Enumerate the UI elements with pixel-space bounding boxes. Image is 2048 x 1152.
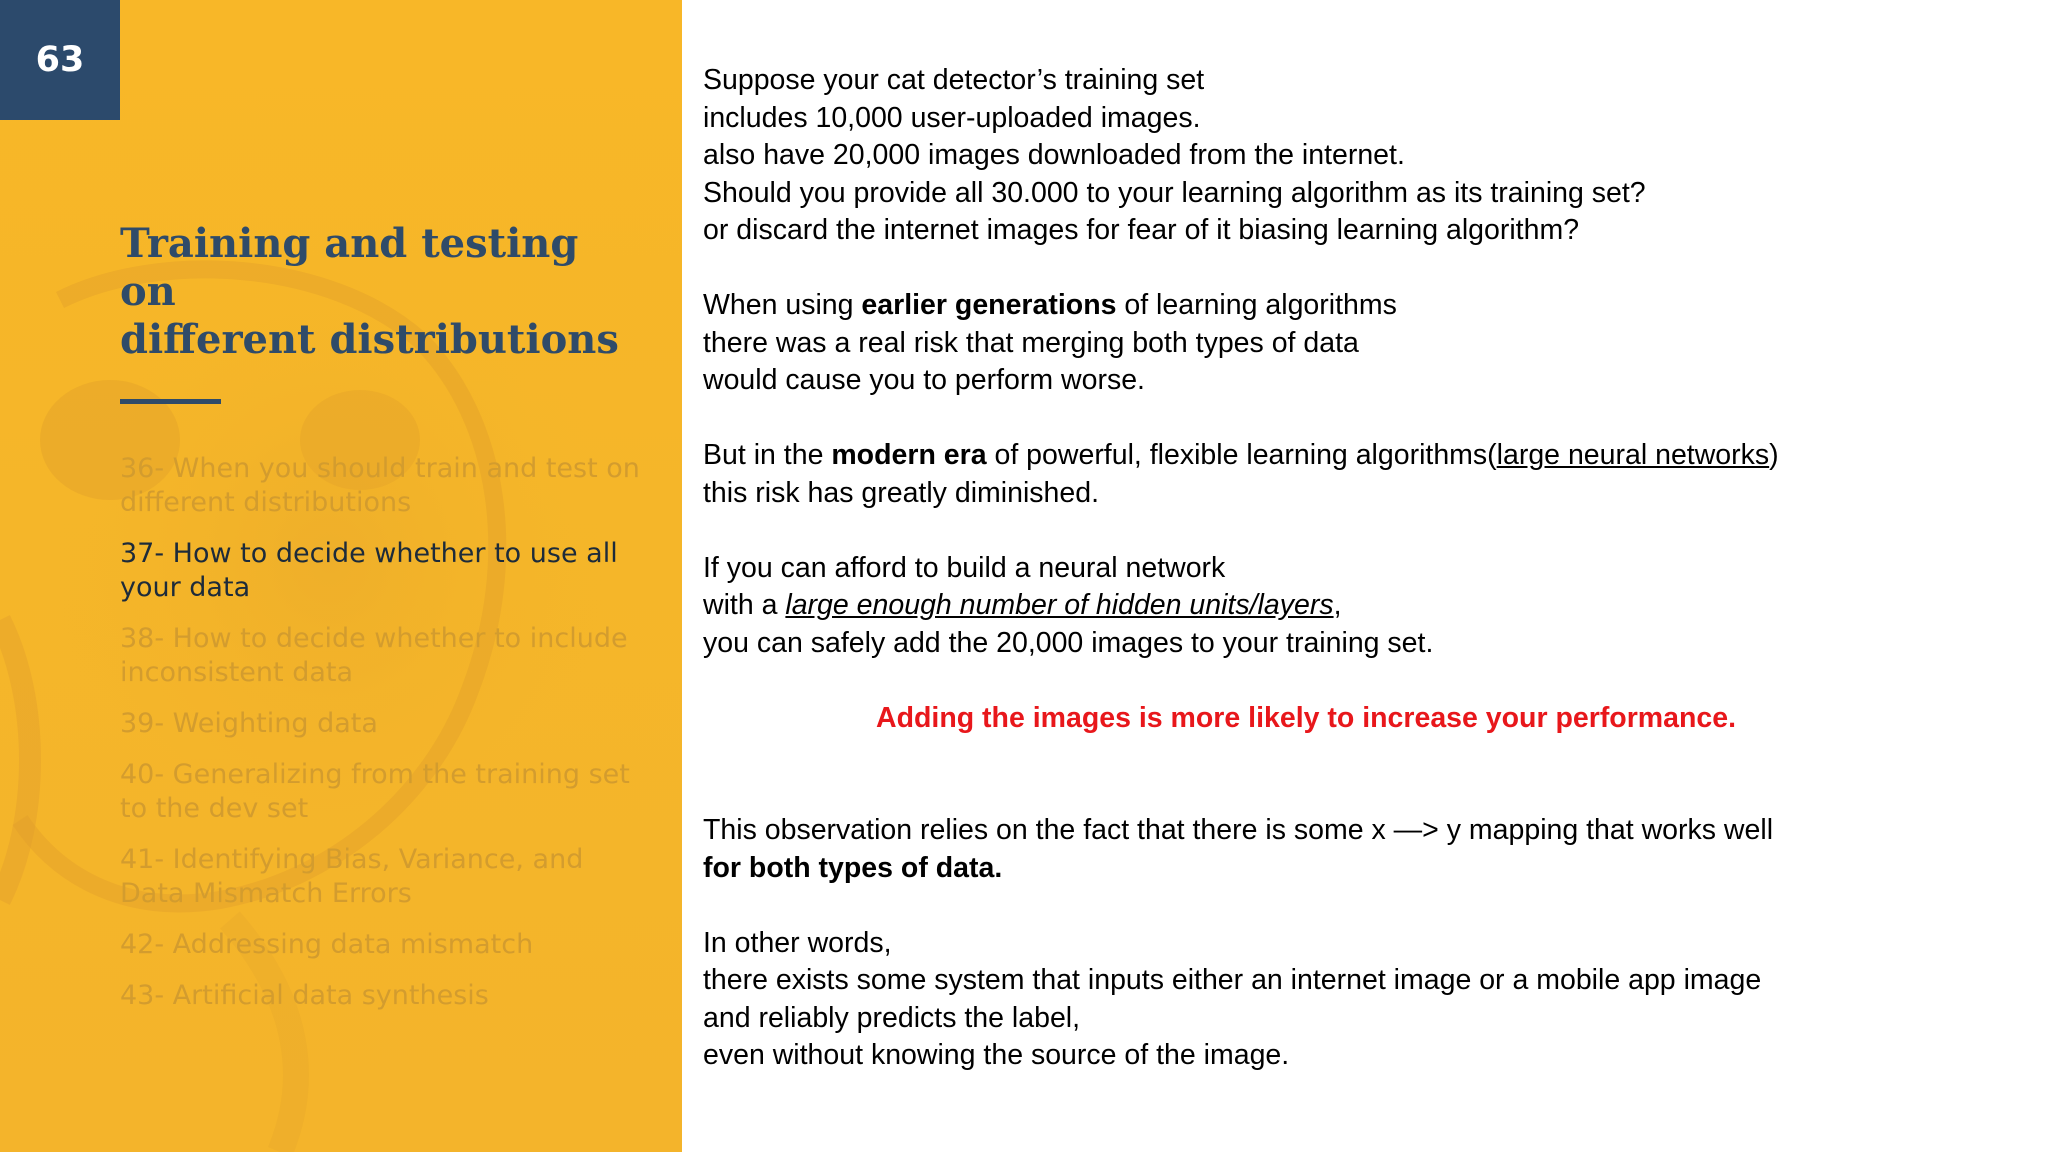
text-run: But in the bbox=[703, 439, 832, 471]
chapter-item: 43- Artificial data synthesis bbox=[120, 980, 489, 1011]
chapter-item: 36- When you should train and test on different distributions bbox=[120, 453, 640, 518]
text-line: Should you provide all 30.000 to your learning algorithm as its training set? bbox=[703, 176, 1646, 209]
paragraph-neural-network bbox=[703, 550, 2023, 663]
text-line: This observation relies on the fact that there is some x —> y mapping that works well bbox=[703, 814, 1774, 846]
slide-title bbox=[120, 220, 640, 364]
text-line: would cause you to perform worse. bbox=[703, 364, 1145, 396]
text-line: In other words, bbox=[703, 926, 892, 959]
chapter-item-current: 37- How to decide whether to use all your data bbox=[120, 538, 618, 603]
paragraph-observation bbox=[703, 812, 2023, 887]
paragraph-modern-era bbox=[703, 437, 2023, 512]
text-line bbox=[703, 587, 2023, 625]
left-panel bbox=[0, 0, 682, 1152]
chapter-item: 41- Identifying Bias, Variance, and Data Mismatch Errors bbox=[120, 844, 584, 909]
bold-text: earlier generations bbox=[861, 289, 1117, 321]
text-line: also have 20,000 images downloaded from the internet. bbox=[703, 139, 1405, 171]
slide-body bbox=[703, 62, 2023, 1112]
slide-title-line: Training and testing bbox=[120, 220, 579, 267]
text-run: , bbox=[1333, 589, 1342, 621]
text-line: you can safely add the 20,000 images to your training set. bbox=[703, 626, 1434, 659]
text-line bbox=[703, 287, 2023, 325]
page-number-badge bbox=[0, 0, 120, 120]
underlined-text: large neural networks bbox=[1496, 439, 1770, 471]
underlined-italic-text: large enough number of hidden units/layers bbox=[785, 589, 1334, 621]
page-number: 63 bbox=[35, 40, 85, 80]
highlight-statement: Adding the images is more likely to increase your performance. bbox=[876, 701, 1737, 734]
paragraph-in-other-words bbox=[703, 925, 2023, 1075]
chapter-item: 40- Generalizing from the training set to the dev set bbox=[120, 759, 630, 824]
text-run: with a bbox=[703, 589, 786, 621]
text-run: of powerful, flexible learning algorithms( bbox=[986, 439, 1497, 471]
title-divider bbox=[120, 399, 221, 404]
text-line: Suppose your cat detector’s training set bbox=[703, 64, 1205, 96]
bold-text: modern era bbox=[831, 439, 987, 471]
text-line: or discard the internet images for fear of it biasing learning algorithm? bbox=[703, 214, 1580, 246]
text-line: and reliably predicts the label, bbox=[703, 1001, 1081, 1034]
text-line: there was a real risk that merging both types of data bbox=[703, 326, 1359, 359]
text-line: even without knowing the source of the image. bbox=[703, 1039, 1290, 1071]
text-line: this risk has greatly diminished. bbox=[703, 476, 1099, 509]
slide-title-line: on bbox=[120, 268, 176, 315]
text-line: If you can afford to build a neural network bbox=[703, 551, 1226, 584]
bold-text: for both types of data. bbox=[703, 851, 1003, 884]
text-line: includes 10,000 user-uploaded images. bbox=[703, 101, 1201, 134]
slide-title-line: different distributions bbox=[120, 316, 619, 363]
chapter-item: 39- Weighting data bbox=[120, 708, 378, 739]
paragraph-training-set bbox=[703, 62, 2023, 250]
text-run: of learning algorithms bbox=[1116, 289, 1397, 321]
text-line bbox=[703, 437, 2023, 475]
text-line: there exists some system that inputs either an internet image or a mobile app image bbox=[703, 964, 1762, 996]
chapter-item: 38- How to decide whether to include inconsistent data bbox=[120, 623, 628, 688]
chapter-list bbox=[120, 452, 640, 1030]
text-run: ) bbox=[1769, 439, 1779, 471]
text-run: When using bbox=[703, 289, 862, 321]
paragraph-earlier-generations bbox=[703, 287, 2023, 400]
chapter-item: 42- Addressing data mismatch bbox=[120, 929, 534, 960]
